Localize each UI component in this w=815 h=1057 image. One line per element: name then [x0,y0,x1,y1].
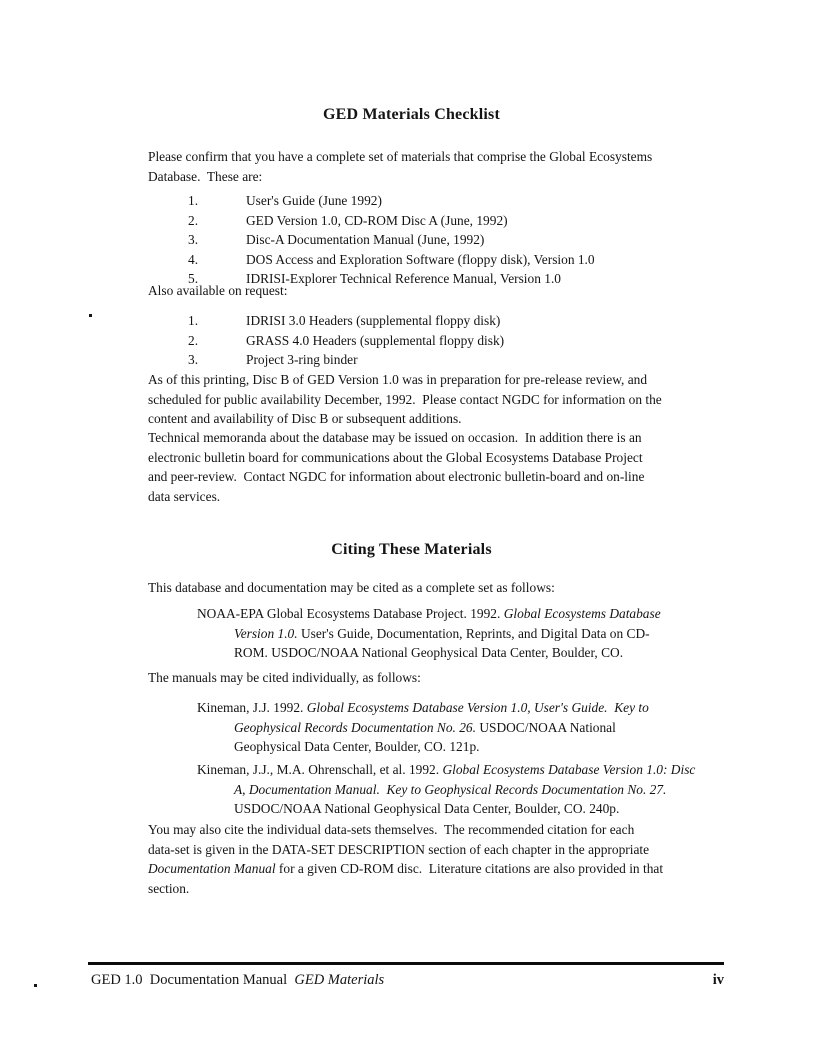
text-line [197,760,717,780]
manual-title-italic: Documentation Manual [148,861,276,876]
scan-artifact-dot [89,314,92,317]
text-line: data services. [148,488,221,504]
list-number: 3. [188,352,199,367]
disc-b-paragraph [148,370,708,429]
page-number: iv [712,972,724,988]
text-line [148,859,708,879]
citation-title-italic: A, Documentation Manual. Key to Geophysical Records Documentation No. 27. [234,781,667,797]
citation-text: NOAA-EPA Global Ecosystems Database Project. 1992. [197,606,504,621]
text-line [197,604,717,624]
section-title-checklist: GED Materials Checklist [322,106,501,123]
citation-text: USDOC/NOAA National [475,719,616,735]
materials-list [188,191,708,289]
citation-text: Geophysical Data Center, Boulder, CO. 121p. [234,739,480,754]
list-text: IDRISI-Explorer Technical Reference Manual, Version 1.0 [246,271,561,286]
citation-title-italic: Global Ecosystems Database Version 1.0, User's Guide. Key to [306,700,649,715]
citation-text: User's Guide, Documentation, Reprints, and Digital Data on CD- [297,625,650,641]
citation-text: ROM. USDOC/NOAA National Geophysical Data Center, Boulder, CO. [234,645,624,660]
text-line: scheduled for public availability December, 1992. Please contact NGDC for information on the [148,391,662,407]
footer-running-title [91,972,384,989]
citation-text: Kineman, J.J. 1992. [197,700,307,715]
citation-title-italic: Global Ecosystems Database Version 1.0: Disc [442,762,696,777]
also-available-heading [148,281,708,301]
section-title-citing: Citing These Materials [331,541,492,558]
text-line [197,698,717,718]
text-line: data-set is given in the DATA-SET DESCRIPTION section of each chapter in the appropriate [148,841,650,857]
text-line: Technical memoranda about the database may be issued on occasion. In addition there is an [148,430,642,445]
request-list [188,311,708,370]
citation-text: USDOC/NOAA National Geophysical Data Center, Boulder, CO. 240p. [234,801,620,816]
list-text: IDRISI 3.0 Headers (supplemental floppy disk) [246,313,501,328]
text-line: As of this printing, Disc B of GED Version 1.0 was in preparation for pre-release review, and [148,372,648,387]
text-line: Database. These are: [148,168,263,184]
list-item [188,191,708,211]
text-line [197,624,717,644]
text-line [197,780,717,800]
text-line: electronic bulletin board for communications about the Global Ecosystems Database Project [148,449,643,465]
citation-title-italic: Version 1.0. [234,625,298,641]
text-line [197,737,717,757]
list-item [188,230,708,250]
text-line: content and availability of Disc B or subsequent additions. [148,411,462,426]
list-number: 4. [188,251,199,267]
text-line: Please confirm that you have a complete set of materials that comprise the Global Ecosystems [148,149,653,164]
text-line [197,718,717,738]
text-line: and peer-review. Contact NGDC for information about electronic bulletin-board and on-line [148,469,645,484]
list-item [188,211,708,231]
technical-memoranda-paragraph [148,428,708,506]
citation-disc-a-manual [197,760,717,819]
list-number: 2. [188,332,199,348]
citation-title-italic: Global Ecosystems Database [503,606,661,621]
text-line [197,799,717,819]
citation-title-italic: Geophysical Records Documentation No. 26. [234,719,476,735]
list-item [188,350,708,370]
list-number: 1. [188,313,199,328]
list-text: User's Guide (June 1992) [246,193,382,208]
list-item [188,250,708,270]
paragraph-text: for a given CD-ROM disc. Literature citations are also provided in that [275,861,664,876]
list-text: GRASS 4.0 Headers (supplemental floppy disk) [246,332,505,348]
text-line: The manuals may be cited individually, as follows: [148,670,421,685]
text-line: You may also cite the individual data-sets themselves. The recommended citation for each [148,822,635,837]
text-line: section. [148,880,190,896]
list-number: 2. [188,212,199,228]
list-text: Disc-A Documentation Manual (June, 1992) [246,232,485,247]
citing-intro-paragraph [148,578,708,598]
footer-manual-label: GED 1.0 Documentation Manual [91,972,295,988]
list-text: Project 3-ring binder [246,352,358,367]
list-number: 1. [188,193,199,208]
footer-section-italic: GED Materials [294,972,385,988]
list-text: DOS Access and Exploration Software (floppy disk), Version 1.0 [246,251,595,267]
list-item [188,311,708,331]
citation-text: Kineman, J.J., M.A. Ohrenschall, et al. 1992. [197,762,443,777]
list-item [188,331,708,351]
list-text: GED Version 1.0, CD-ROM Disc A (June, 1992) [246,212,508,228]
list-number: 3. [188,232,199,247]
checklist-intro-paragraph [148,147,708,186]
text-line [197,643,717,663]
text-line: Also available on request: [148,283,288,298]
manuals-intro-paragraph [148,668,708,688]
citation-complete-set [197,604,717,663]
citation-users-guide [197,698,717,757]
text-line: This database and documentation may be cited as a complete set as follows: [148,580,555,595]
scan-artifact-dot [34,984,37,987]
list-number: 5. [188,271,199,286]
footer-rule [88,962,724,965]
datasets-paragraph [148,820,708,898]
